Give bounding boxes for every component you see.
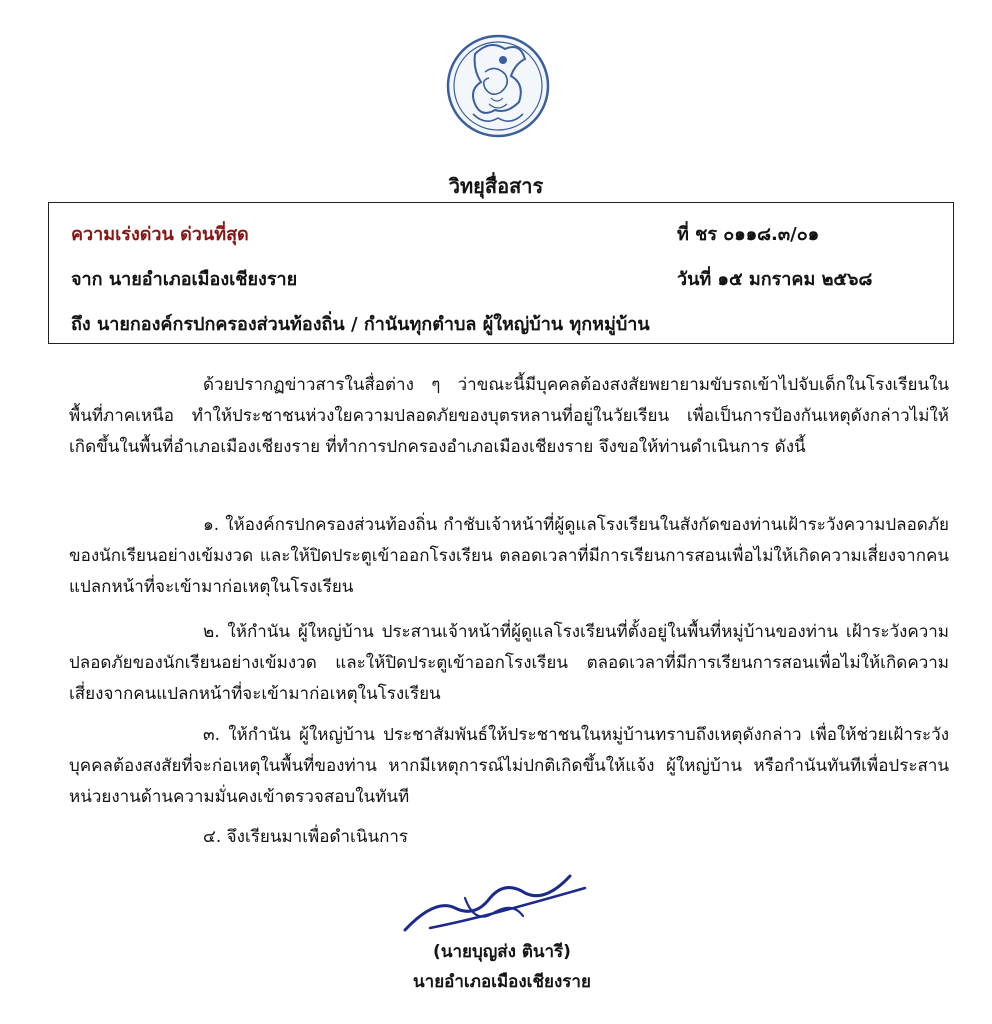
instruction-item-2: ๒. ให้กำนัน ผู้ใหญ่บ้าน ประสานเจ้าหน้าที่ผู้ดูแลโรงเรียนที่ตั้งอยู่ในพื้นที่หมู่บ้านของท่าน เฝ้าระวังความปลอดภัยของนักเรียนอย่างเข้มงวด และให้ปิดประตูเข้าออกโรงเรียน ตลอดเวลาที่มีการเรียนการสอนเพื่อไม่ให้เกิดความเสี่ยงจากคนแปลกหน้าที่จะเข้ามาก่อเหตุในโรงเรียน — [69, 622, 949, 704]
header-box — [48, 202, 954, 344]
from-line: จาก นายอำเภอเมืองเชียงราย — [71, 269, 298, 290]
reference-number: ที่ ชร ๐๑๑๘.๓/๐๑ — [677, 224, 820, 245]
instruction-item-1: ๑. ให้องค์กรปกครองส่วนท้องถิ่น กำชับเจ้าหน้าที่ผู้ดูแลโรงเรียนในสังกัดของท่านเฝ้าระวังความปลอดภัยของนักเรียนอย่างเข้มงวด และให้ปิดประตูเข้าออกโรงเรียน ตลอดเวลาที่มีการเรียนการสอนเพื่อไม่ให้เกิดความเสี่ยงจากคนแปลกหน้าที่จะเข้ามาก่อเหตุในโรงเรียน — [69, 515, 949, 597]
signatory-position: นายอำเภอเมืองเชียงราย — [413, 972, 591, 992]
instruction-item-4: ๔. จึงเรียนมาเพื่อดำเนินการ — [203, 827, 409, 847]
date-line: วันที่ ๑๕ มกราคม ๒๕๖๘ — [677, 269, 873, 290]
to-line: ถึง นายกองค์กรปกครองส่วนท้องถิ่น / กำนันทุกตำบล ผู้ใหญ่บ้าน ทุกหมู่บ้าน — [71, 314, 650, 335]
garuda-seal-icon — [445, 14, 551, 164]
urgency-label: ความเร่งด่วน ด่วนที่สุด — [71, 224, 249, 245]
document-title: วิทยุสื่อสาร — [448, 174, 544, 198]
signatory-name: (นายบุญส่ง ตินารี) — [433, 942, 571, 962]
intro-paragraph: ด้วยปรากฏข่าวสารในสื่อต่าง ๆ ว่าขณะนี้มีบุคคลต้องสงสัยพยายามขับรถเข้าไปจับเด็กในโรงเรียนในพื้นที่ภาคเหนือ ทำให้ประชาชนห่วงใยความปลอดภัยของบุตรหลานที่อยู่ในวัยเรียน เพื่อเป็นการป้องกันเหตุดังกล่าวไม่ให้เกิดขึ้นในพื้นที่อำเภอเมืองเชียงราย ที่ทำการปกครองอำเภอเมืองเชียงราย จึงขอให้ท่านดำเนินการ ดังนี้ — [69, 375, 949, 457]
instruction-item-3: ๓. ให้กำนัน ผู้ใหญ่บ้าน ประชาสัมพันธ์ให้ประชาชนในหมู่บ้านทราบถึงเหตุดังกล่าว เพื่อให้ช่วยเฝ้าระวังบุคคลต้องสงสัยที่จะก่อเหตุในพื้นที่ของท่าน หากมีเหตุการณ์ไม่ปกติเกิดขึ้นให้แจ้ง ผู้ใหญ่บ้าน หรือกำนันทันทีเพื่อประสานหน่วยงานด้านความมั่นคงเข้าตรวจสอบในทันที — [69, 725, 949, 807]
signature-icon — [395, 868, 595, 948]
